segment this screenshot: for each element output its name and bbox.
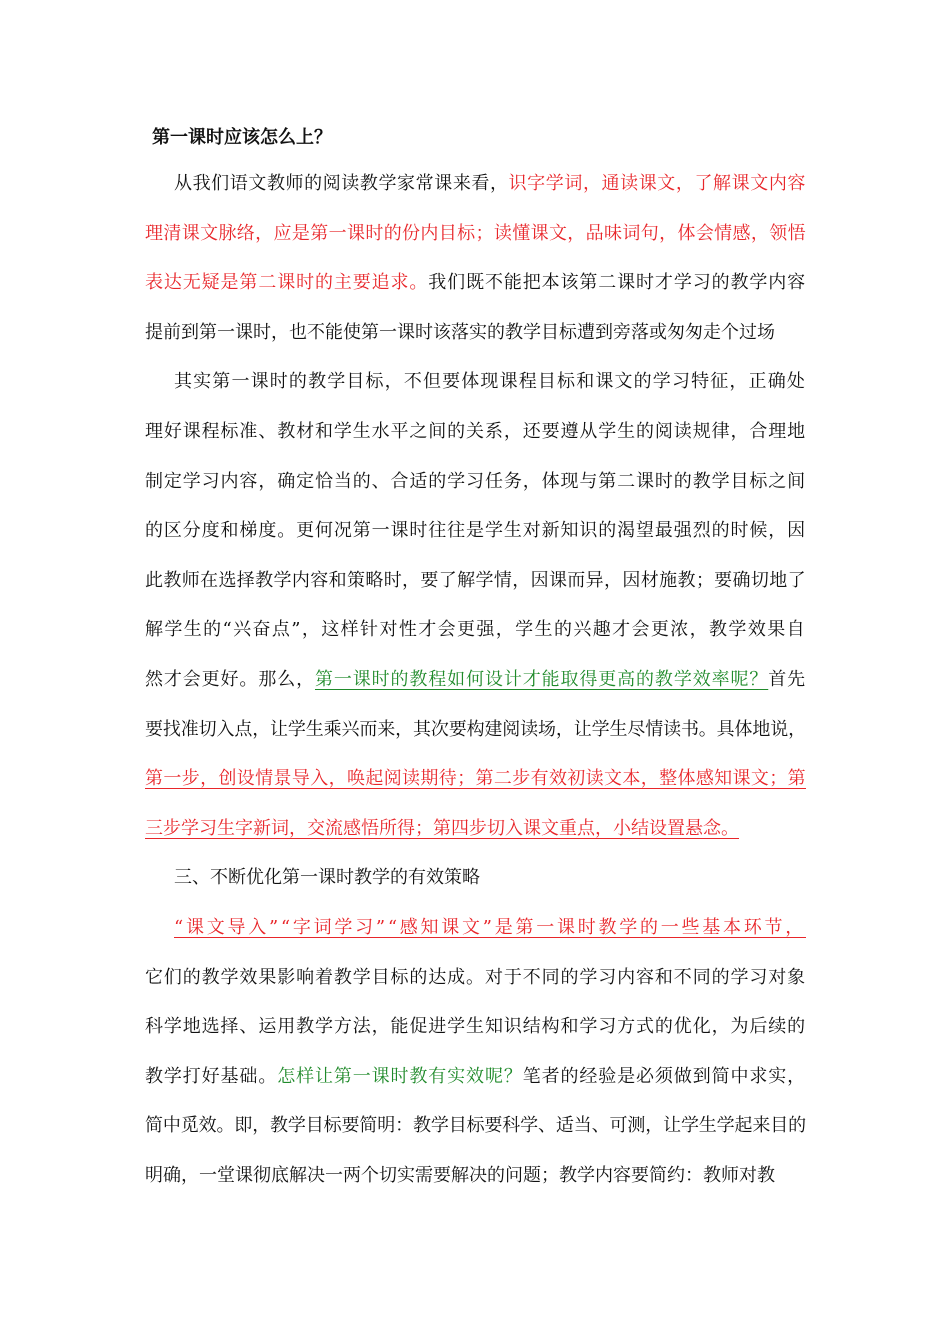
- text-segment: 此教师在选择教学内容和策略时，要了解学情，因课而异，因材施教；要确切地了: [145, 569, 806, 591]
- text-line-content: [174, 864, 480, 892]
- text-segment: 要找准切入点，让学生乘兴而来，其次要构建阅读场，让学生尽情读书。具体地说，: [145, 718, 807, 740]
- text-line-content: [145, 815, 739, 843]
- text-line: [0, 170, 950, 198]
- article-heading: 第一课时应该怎么上？: [152, 127, 332, 148]
- text-line: [0, 666, 950, 694]
- text-segment: 理好课程标准、教材和学生水平之间的关系，还要遵从学生的阅读规律，合理地: [145, 421, 807, 442]
- highlight-red-text: 第一步，创设情景导入，唤起阅读期待；第二步有效初读文本，整体感知课文；第: [145, 768, 806, 790]
- text-line: [0, 616, 950, 644]
- text-line: [0, 220, 950, 248]
- text-segment: 解学生的“兴奋点”，这样针对性才会更强，学生的兴趣才会更浓，教学效果自: [145, 619, 806, 641]
- text-line-content: [145, 716, 806, 744]
- text-line: [0, 1112, 950, 1140]
- text-line-content: [145, 468, 806, 496]
- text-line: [0, 517, 950, 545]
- text-segment: 三、不断优化第一课时教学的有效策略: [174, 867, 480, 889]
- text-line-content: [145, 1013, 806, 1041]
- text-line-content: [145, 1063, 806, 1091]
- text-segment: 简中觅效。即，教学目标要简明：教学目标要科学、适当、可测，让学生学起来目的: [145, 1115, 807, 1137]
- highlight-green-text: 第一课时的教程如何设计才能取得更高的教学效率呢？: [314, 669, 769, 690]
- text-line-content: [145, 418, 806, 446]
- text-line: [0, 1013, 950, 1041]
- text-segment: 科学地选择、运用教学方法，能促进学生知识结构和学习方式的优化，为后续的: [145, 1016, 807, 1038]
- text-line-content: [145, 319, 775, 347]
- text-line-content: [174, 914, 806, 942]
- text-line: [0, 468, 950, 496]
- text-line-content: [145, 666, 806, 694]
- text-line-content: [174, 170, 806, 198]
- text-segment: 制定学习内容，确定恰当的、合适的学习任务，体现与第二课时的教学目标之间: [145, 470, 807, 492]
- text-segment: 提前到第一课时，也不能使第一课时该落实的教学目标遭到旁落或匆匆走个过场: [145, 321, 775, 343]
- text-segment: 明确，一堂课彻底解决一两个切实需要解决的问题；教学内容要简约：教师对教: [145, 1165, 775, 1186]
- text-line-content: [145, 616, 806, 644]
- text-line: [0, 567, 950, 595]
- text-line-content: [145, 1112, 806, 1140]
- highlight-red-text: 三步学习生字新词，交流感悟所得；第四步切入课文重点，小结设置悬念。: [145, 817, 739, 839]
- text-line-content: [145, 517, 806, 545]
- text-line-content: [145, 765, 806, 793]
- text-segment: 首先: [768, 669, 807, 690]
- text-line: [0, 418, 950, 446]
- highlight-red-text: 识字学词，通读课文，了解课文内容: [508, 173, 806, 194]
- highlight-red-text: 表达无疑是第二课时的主要追求。: [145, 272, 429, 294]
- text-segment: 我们既不能把本该第二课时才学习的教学内容: [428, 272, 807, 294]
- text-line-content: [145, 964, 806, 992]
- text-line: [0, 716, 950, 744]
- text-line-content: [145, 269, 806, 297]
- text-line: [0, 864, 950, 892]
- highlight-red-text: 理清课文脉络，应是第一课时的份内目标；读懂课文，品味词句，体会情感，领悟: [145, 222, 806, 244]
- text-segment: 教学打好基础。: [145, 1065, 278, 1087]
- text-line: [0, 1063, 950, 1091]
- text-line: [0, 914, 950, 942]
- text-line: [0, 368, 950, 396]
- text-segment: 笔者的经验是必须做到简中求实，: [522, 1065, 807, 1087]
- text-line: [0, 765, 950, 793]
- text-line: [0, 1162, 950, 1190]
- text-segment: 它们的教学效果影响着教学目标的达成。对于不同的学习内容和不同的学习对象: [145, 966, 807, 988]
- highlight-red-text: “课文导入”“字词学习”“感知课文”是第一课时教学的一些基本环节，: [174, 917, 806, 938]
- text-segment: 的区分度和梯度。更何况第一课时往往是学生对新知识的渴望最强烈的时候，因: [145, 520, 807, 542]
- text-line: [0, 319, 950, 347]
- text-segment: 从我们语文教师的阅读教学家常课来看，: [174, 173, 509, 194]
- text-segment: 其实第一课时的教学目标，不但要体现课程目标和课文的学习特征，正确处: [174, 371, 807, 393]
- text-line-content: [174, 368, 806, 396]
- text-line: [0, 269, 950, 297]
- text-segment: 然才会更好。那么，: [145, 669, 315, 690]
- text-line: [0, 815, 950, 843]
- text-line-content: [145, 220, 806, 248]
- highlight-green-text: 怎样让第一课时教有实效呢？: [277, 1065, 523, 1087]
- text-line-content: [145, 567, 806, 595]
- text-line: [0, 964, 950, 992]
- text-line-content: [145, 1162, 775, 1190]
